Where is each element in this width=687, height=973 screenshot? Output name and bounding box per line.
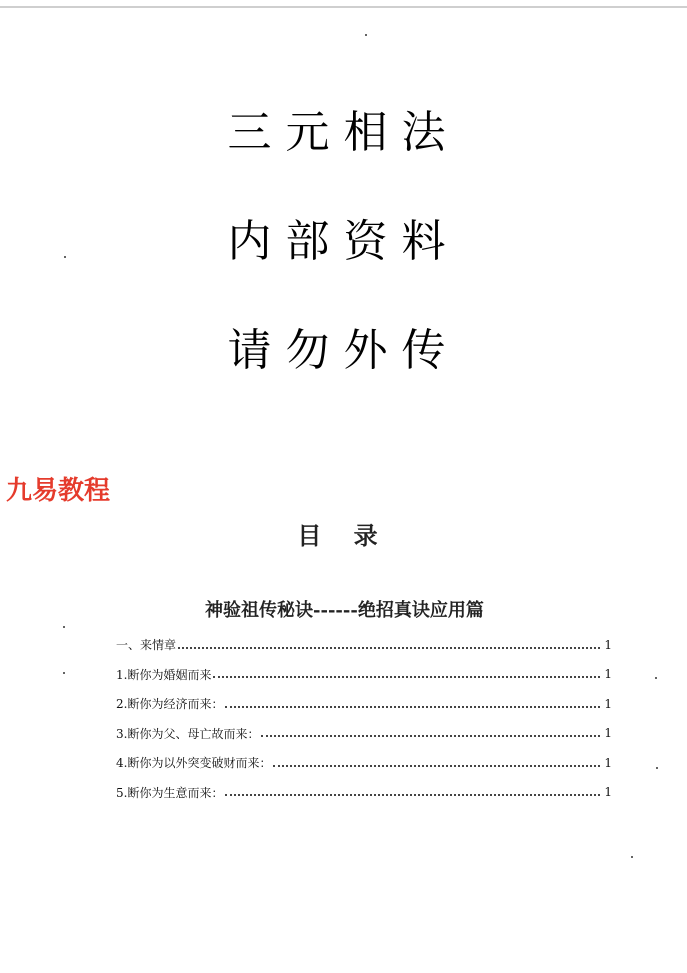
cover-title-line-3: 请勿外传 (227, 325, 460, 376)
toc-entry-page: 1 (604, 755, 612, 770)
toc-entry (116, 689, 612, 719)
toc-entry-page: 1 (604, 667, 612, 682)
toc-entry (116, 719, 612, 749)
scan-speck (63, 672, 65, 674)
scan-speck (63, 626, 65, 628)
toc-entry-page: 1 (604, 637, 612, 652)
toc-entry-page: 1 (604, 785, 612, 800)
toc-entry-label: 一、来情章 (116, 638, 177, 653)
toc-leader-dots (273, 753, 600, 767)
scan-speck (64, 256, 66, 258)
toc-entry-label: 2.断你为经济而来： (116, 697, 224, 712)
toc-leader-dots (225, 694, 600, 708)
toc-leader-dots (225, 782, 600, 796)
toc-list (116, 630, 612, 807)
toc-leader-dots (261, 723, 600, 737)
cover-title-line-1: 三元相法 (227, 107, 460, 158)
scan-speck (631, 856, 633, 858)
toc-heading: 目 录 (297, 522, 390, 550)
toc-entry (116, 778, 612, 808)
toc-entry-page: 1 (604, 726, 612, 741)
scan-speck (655, 677, 657, 679)
toc-entry-label: 4.断你为以外突变破财而来： (116, 756, 272, 771)
toc-leader-dots (213, 664, 600, 678)
toc-entry (116, 660, 612, 690)
toc-entry-label: 3.断你为父、母亡故而来： (116, 726, 260, 741)
toc-leader-dots (178, 635, 600, 649)
scan-speck (365, 34, 367, 36)
toc-entry (116, 748, 612, 778)
scan-speck (656, 767, 658, 769)
scan-top-border (0, 6, 687, 8)
watermark-label: 九易教程 (6, 476, 111, 506)
toc-entry-label: 5.断你为生意而来： (116, 785, 224, 800)
toc-entry (116, 630, 612, 660)
toc-entry-label: 1.断你为婚姻而来 (116, 667, 212, 682)
cover-title-line-2: 内部资料 (227, 216, 460, 267)
toc-section-title: 神验祖传秘诀------绝招真诀应用篇 (205, 600, 484, 621)
toc-entry-page: 1 (604, 696, 612, 711)
